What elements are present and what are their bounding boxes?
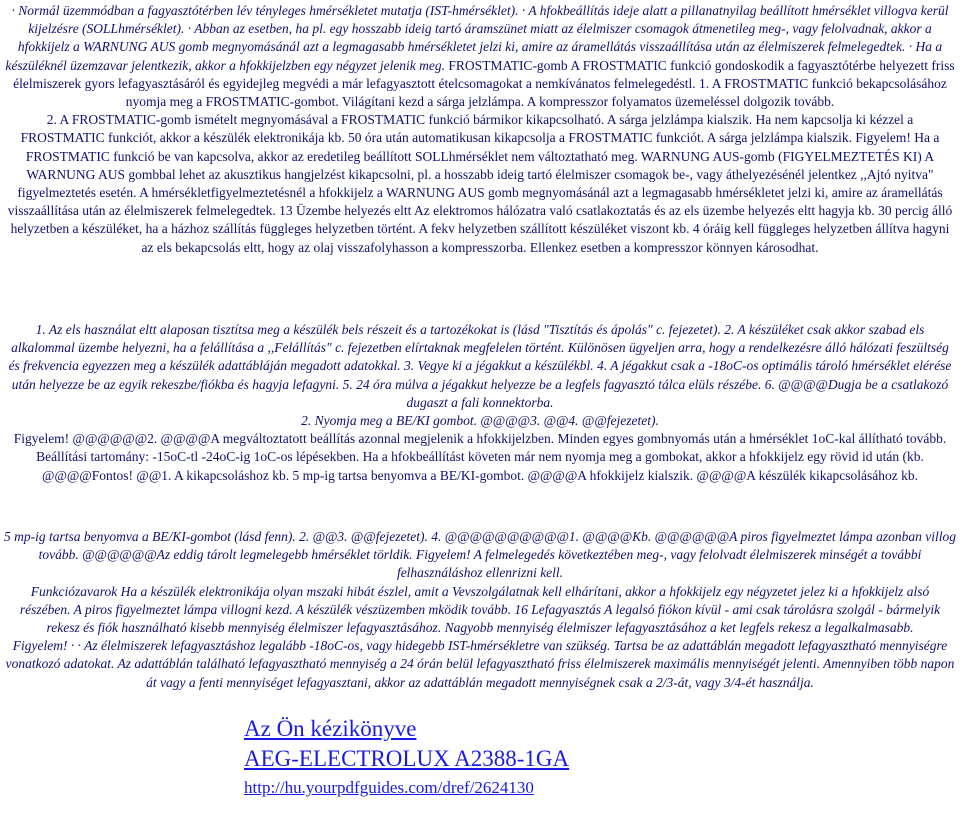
paragraph-power-on: 2. Nyomja meg a BE/KI gombot. @@@@3. @@4. @@fejezetet). (301, 413, 659, 429)
text-block-first-use (4, 321, 956, 485)
paragraph-italic-part: · Normál üzemmódban a fagyasztótérben lév tényleges hmérsékletet mutatja (IST-hmérséklet). · A hfokbeállítás ideje alatt a pillanatnyilag beállított hmérséklet villogva kerül kijelzésre (SOLLhmérséklet). · Abban az esetben, ha pl. egy hosszabb ideig tartó áramszünet miatt az élelmiszer csomagok átmenetileg meg-, vagy felolvadnak, akkor a hfokkijelz a WARNUNG AUS gomb megnyomásánál azt a legmagasabb hmérsékletet jelzi ki, amire az áramellátás visszaállítása után az élelmiszerek felmelegedtek. · Ha a készüléknél üzemzavar jelentkezik, akkor a hfokkijelzben egy négyzet jelenik meg. (5, 3, 949, 73)
text-block-freezing (4, 528, 956, 692)
paragraph-malfunctions: Funkciózavarok Ha a készülék elektronikája olyan mszaki hibát észlel, amit a Vevszolgálatnak kell elhárítani, akkor a hfokkijelz egy négyzetet jelez ki a hfokkijelz alsó részében. A piros figyelmeztet lámpa villogni kezd. A készülék vészüzemben mködik tovább. 16 Lefagyasztás A legalsó fiókon kívül - ami csak tárolásra szolgál - bármelyik rekesz és fiók használható kisebb mennyiség élelmiszer lefagyasztásához. Nagyobb mennyiség élelmiszer lefagyasztásához a ket legfels rekesz a legalkalmasabb. (19, 583, 941, 636)
manual-title-link[interactable]: Az Ön kézikönyve (244, 716, 417, 741)
paragraph-freezing-notice: Figyelem! · · Az élelmiszerek lefagyasztáshoz legalább -18oC-os, vagy hidegebb IST-hmérsékletre van szükség. Tartsa be az adattáblán megadott lefagyasztható mennyiségre vonatkozó adatokat. Az adattáblán található lefagyasztható mennyiség a 24 órán belül lefagyasztható friss élelmiszerek maximális mennyiségét jelenti. Amennyiben több napon át vagy a fenti mennyiséget lefagyasztani, akkor az adattáblán megadott mennyiségnek csak a 2/3-át, vagy 3/4-ét használja. (5, 638, 955, 690)
paragraph-upright-part: FROSTMATIC-gomb A FROSTMATIC funkció gondoskodik a fagyasztótérbe helyezett friss élelmiszerek gyors lefagyasztásáról és egyidejleg megvédi a már lefagyasztott ételcsomagokat a nemkívánatos felmelegedéstl. 1. A FROSTMATIC funkció bekapcsolásához nyomja meg a FROSTMATIC-gombot. Világítani kezd a sárga jelzlámpa. A kompresszor folyamatos üzemeléssel dolgozik tovább. (13, 57, 955, 110)
text-block-frostmatic (4, 2, 956, 257)
paragraph-temperature-setting: Figyelem! @@@@@@2. @@@@A megváltoztatott beállítás azonnal megjelenik a hfokkijelzben. Minden egyes gombnyomás után a hmérséklet 1oC-kal állítható tovább. Beállítási tartomány: -15oC-tl -24oC-ig 1oC-os lépésekben. Ha a hfokbeállítást követen már nem nyomja meg a gombokat, akkor a hfokkijelz egy rövid id után (kb. @@@@Fontos! @@1. A kikapcsoláshoz kb. 5 mp-ig tartsa benyomva a BE/KI-gombot. @@@@A hfokkijelz kialszik. @@@@A készülék kikapcsolásához kb. (13, 431, 947, 483)
manual-links (244, 714, 569, 800)
paragraph-first-use: 1. Az els használat eltt alaposan tisztítsa meg a készülék bels részeit és a tartozékokat is (lásd "Tisztítás és ápolás" c. fejezetet). 2. A készüléket csak akkor szabad els alkalommal üzembe helyezni, ha a felállítása a ,,Felállítás" c. fejezetben elírtaknak megfelelen történt. Különösen ügyeljen arra, hogy a rendelkezésre álló hálózati feszültség és frekvencia egyezzen meg a készülék adattábláján megadott adatokkal. 3. Vegye ki a jégakkut a készülékbl. 4. A jégakkut csak a -18oC-os optimális tároló hmérséklet elérése után helyezze be az egyik rekeszbe/fiókba és hagyja lefagyni. 5. 24 óra múlva a jégakkut helyezze be a legfels fagyasztó tálca elüls részébe. 6. @@@@Dugja be a csatlakozó dugaszt a fali konnektorba. (8, 322, 952, 410)
paragraph-warnung-aus: 2. A FROSTMATIC-gomb ismételt megnyomásával a FROSTMATIC funkció bármikor kikapcsolható. A sárga jelzlámpa kialszik. Ha nem kapcsolja ki kézzel a FROSTMATIC funkciót, akkor a készülék elektronikája kb. 50 óra után automatikusan kikapcsolja a FROSTMATIC funkciót. A sárga jelzlámpa kialszik. Figyelem! Ha a FROSTMATIC funkció be van kapcsolva, akkor az eredetileg beállított SOLLhmérséklet nem változtatható meg. WARNUNG AUS-gomb (FIGYELMEZTETÉS KI) A WARNUNG AUS gombbal lehet az akusztikus hangjelzést kikapcsolni, pl. a hosszabb ideig tartó élelmiszer csomagok be-, vagy áthelyezésénél jelentkez ,,Ajtó nyitva" figyelmeztetés esetén. A hmérsékletfigyelmeztetésnél a hfokkijelz a WARNUNG AUS gomb megnyomásánál azt a legmagasabb hmérsékletet jelzi ki, amire az áramellátás visszaállítása után az élelmiszerek felmelegedtek. 13 Üzembe helyezés eltt Az elektromos hálózatra való csatlakoztatás és az els üzembe helyezés eltt hagyja kb. 30 percig álló helyzetben a készüléket, ha a házhoz szállítás függleges helyzetben történt. A fekv helyzetben szállított készüléket viszont kb. 4 óráig kell függleges helyzetben állítva hagyni az els bekapcsolás eltt, hogy az olaj visszafolyhasson a kompresszorba. Ellenkez esetben a kompresszor könnyen károsodhat. (7, 112, 953, 255)
manual-url-link[interactable]: http://hu.yourpdfguides.com/dref/2624130 (244, 778, 534, 797)
paragraph-display-and-frostmatic (4, 2, 956, 111)
paragraph-switch-off: 5 mp-ig tartsa benyomva a BE/KI-gombot (lásd fenn). 2. @@3. @@fejezetet). 4. @@@@@@@@@@1. @@@@Kb. @@@@@@A piros figyelmeztet lámpa azonban villog tovább. @@@@@@Az eddig tárolt legmelegebb hmérséklet törldik. Figyelem! A felmelegedés következtében meg-, vagy felolvadt élelmiszerek minségét a további felhasználáshoz ellenrizni kell. (4, 529, 956, 581)
product-model-link[interactable]: AEG-ELECTROLUX A2388-1GA (244, 746, 570, 771)
